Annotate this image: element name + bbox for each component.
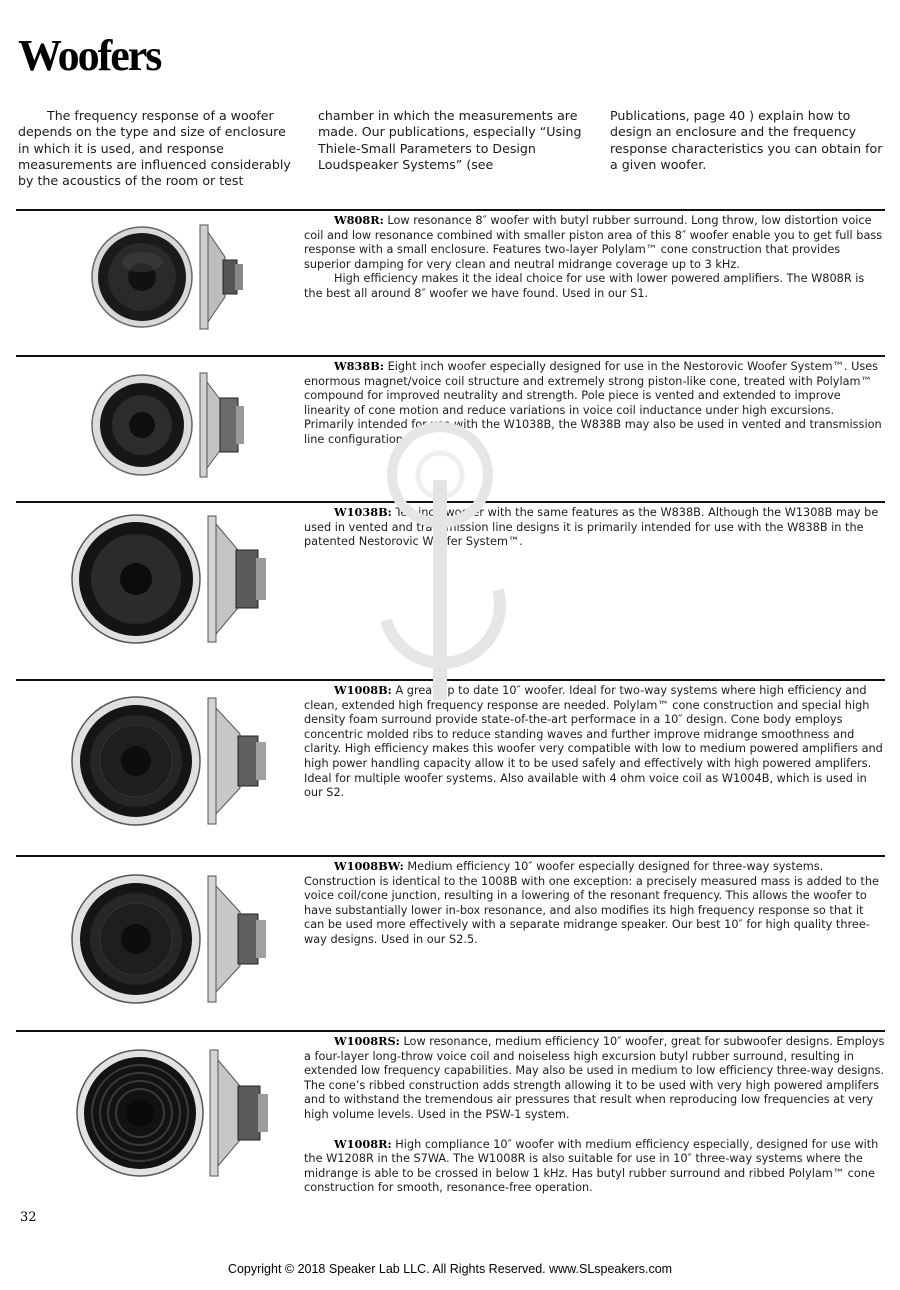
model-name: W1008B:: [334, 683, 392, 697]
intro-column-2: chamber in which the measurements are made. Our publications, especially “Using Thiele-Small Parameters to Design Loudspeaker Systems” (see: [318, 108, 582, 172]
section-divider: [16, 501, 885, 503]
woofer-w1008b-image: [68, 694, 268, 829]
woofer-w808r-image: [90, 222, 290, 332]
intro-column-3: Publications, page 40 ) explain how to design an enclosure and the frequency response characteristics you can obtain for a given woofer.: [610, 108, 883, 172]
section-divider: [16, 679, 885, 681]
section-divider: [16, 355, 885, 357]
page-number: 32: [20, 1210, 37, 1225]
woofer-w808r-description: [304, 213, 886, 302]
woofer-w1008bw-image: [68, 872, 268, 1007]
woofer-w1008rs-description: [304, 1034, 886, 1196]
description-text: High compliance 10″ woofer with medium efficiency especially, designed for use with the W1208R in the S7WA. The W1008R is also suitable for use in 10″ three-way systems where the midrange is able to be crossed in below 1 kHz. Has butyl rubber surround and ribbed Polylam™ cone construction for smooth, resonance-free operation.: [304, 1137, 879, 1195]
woofer-w838b-image: [90, 370, 290, 480]
description-text: Ten inch woofer with the same features as the W838B. Although the W1308B may be used in vented and transmission line designs it is primarily intended for use with the W838B in the patented Nestorovic Woofer System™.: [304, 506, 879, 549]
woofer-w1038b-description: [304, 505, 886, 550]
model-name: W1038B:: [334, 505, 392, 519]
woofer-w1038b-image: [68, 512, 268, 647]
description-text: Low resonance 8″ woofer with butyl rubber surround. Long throw, low distortion voice coil and low resonance combined with smaller piston area of this 8″ woofer enable you to get full bass response with a small enclosure. Features two-layer Polylam™ cone construction that provides superior damping for very clean and neutral midrange coverage up to 3 kHz.: [304, 214, 883, 271]
section-divider: [16, 1030, 885, 1032]
model-name: W1008BW:: [334, 859, 404, 873]
model-name: W838B:: [334, 359, 384, 373]
watermark-logo-icon: [378, 420, 518, 710]
woofer-w838b-description: [304, 359, 886, 448]
description-text: Eight inch woofer especially designed for use in the Nestorovic Woofer System™. Uses enormous magnet/voice coil structure and extremely strong piston-like cone, treated with Polylam™ compound for improved neutrality and strength. Pole piece is vented and extended to improve linearity of cone motion and reduce variations in voice coil inductance under high excursions. Primarily intended for use with the W1038B, the W838B may also be used in vented and transmission line configurations.: [304, 360, 882, 446]
woofer-w1008bw-description: [304, 859, 886, 948]
copyright-notice: Copyright © 2018 Speaker Lab LLC. All Rights Reserved. www.SLspeakers.com: [227, 1262, 673, 1276]
woofer-w1008rs-image: [72, 1046, 272, 1181]
section-divider: [16, 209, 885, 211]
description-text: Low resonance, medium efficiency 10″ woofer, great for subwoofer designs. Employs a four-layer long-throw voice coil and noiseless high excursion butyl rubber surround, resulting in extended low frequency capabilities. May also be used in medium to low efficiency three-way designs. The cone’s ribbed construction adds strength allowing it to be used with very high powered amplifers and to withstand the tremendous air pressures that result when reproducing low frequencies at very high volume levels. Used in the PSW-1 system.: [304, 1035, 885, 1121]
page-title: Woofers: [18, 31, 161, 80]
description-text: High efficiency makes it the ideal choice for use with lower powered amplifiers. The W808R is the best all around 8″ woofer we have found. Used in our S1.: [304, 272, 865, 300]
model-name: W808R:: [334, 213, 384, 227]
description-text: Medium efficiency 10″ woofer especially designed for three-way systems. Construction is identical to the 1008B with one exception: a precisely measured mass is added to the voice coil/cone junction, resulting in a lowering of the resonant frequency. This allows the woofer to have substantially lower in-box resonance, and also modifies its high frequency response so that it can be used more effectively with a separate midrange speaker. Our best 10″ for high quality three-way designs. Used in our S2.5.: [304, 860, 879, 946]
woofer-w1008b-description: [304, 683, 886, 801]
model-name: W1008RS:: [334, 1034, 400, 1048]
intro-column-1: The frequency response of a woofer depends on the type and size of enclosure in which it is used, and response measurements are influenced considerably by the acoustics of the room or test: [18, 108, 291, 189]
description-text: A great up to date 10″ woofer. Ideal for two-way systems where high efficiency and clean, extended high frequency response are needed. Polylam™ cone construction and special high density foam surround provide state-of-the-art performace in a 10″ design. Cone body employs concentric molded ribs to reduce standing waves and further improve midrange smoothness and clarity. High efficiency makes this woofer very compatible with low to medium powered amplifiers and high power handling capacity allow it to be used safely and effectively with high powered amplifers. Ideal for multiple woofer systems. Also available with 4 ohm voice coil as W1004B, which is used in our S2.: [304, 684, 883, 800]
section-divider: [16, 855, 885, 857]
model-name: W1008R:: [334, 1136, 392, 1151]
